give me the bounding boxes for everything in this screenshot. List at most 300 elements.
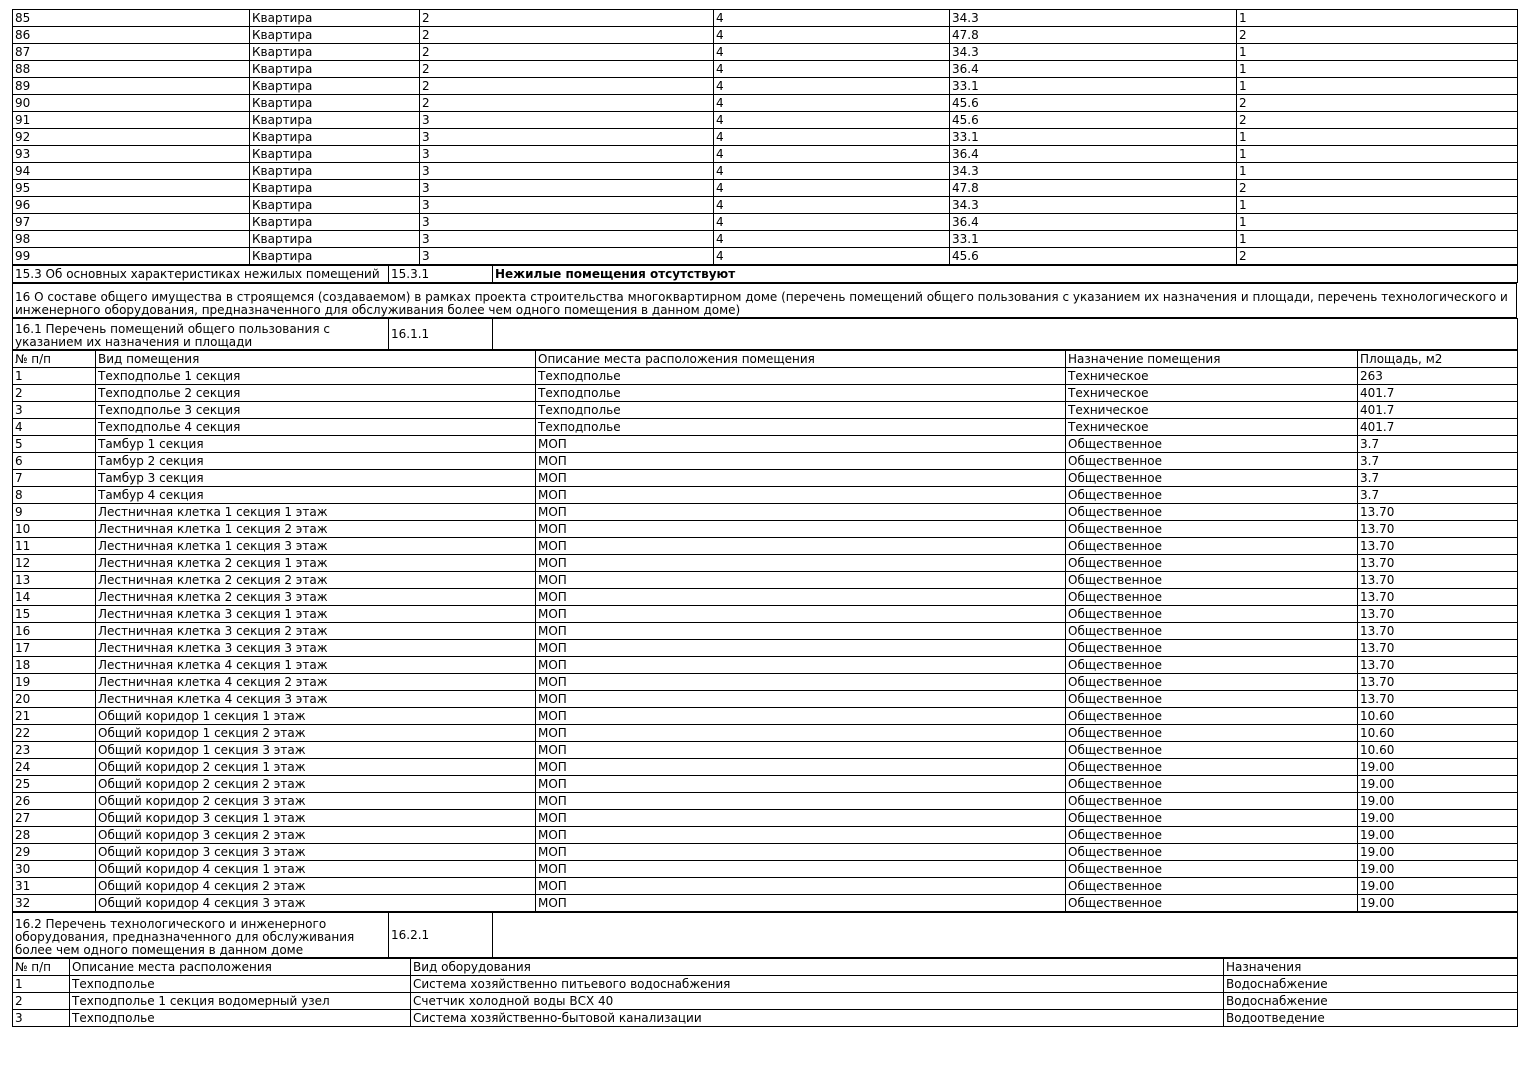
table-cell: 34.3: [950, 163, 1237, 180]
table-cell: Квартира: [250, 248, 420, 265]
table-cell: Общий коридор 2 секция 3 этаж: [96, 793, 536, 810]
column-header: Вид помещения: [96, 351, 536, 368]
table-cell: МОП: [536, 776, 1066, 793]
table-cell: 21: [13, 708, 96, 725]
equipment-row: [13, 976, 1518, 993]
table-cell: 4: [714, 248, 950, 265]
apartment-row: [13, 146, 1518, 163]
table-cell: Квартира: [250, 146, 420, 163]
table-cell: 30: [13, 861, 96, 878]
table-cell: 4: [714, 197, 950, 214]
table-cell: 16: [13, 623, 96, 640]
table-cell: Квартира: [250, 44, 420, 61]
table-cell: 13.70: [1358, 691, 1518, 708]
table-cell: 29: [13, 844, 96, 861]
table-cell: 1: [13, 368, 96, 385]
table-cell: МОП: [536, 759, 1066, 776]
table-cell: 1: [1237, 146, 1518, 163]
column-header: № п/п: [13, 959, 70, 976]
table-cell: Общественное: [1066, 623, 1358, 640]
table-cell: Квартира: [250, 112, 420, 129]
table-cell: 1: [1237, 231, 1518, 248]
table-cell: 2: [420, 44, 714, 61]
table-cell: МОП: [536, 606, 1066, 623]
premises-row: [13, 759, 1518, 776]
premises-row: [13, 674, 1518, 691]
table-cell: 25: [13, 776, 96, 793]
table-cell: Квартира: [250, 10, 420, 27]
table-cell: МОП: [536, 470, 1066, 487]
table-cell: 34.3: [950, 197, 1237, 214]
table-cell: 47.8: [950, 27, 1237, 44]
table-cell: 3.7: [1358, 436, 1518, 453]
column-header: Описание места расположения: [70, 959, 411, 976]
table-cell: МОП: [536, 691, 1066, 708]
table-cell: 263: [1358, 368, 1518, 385]
table-cell: Общий коридор 3 секция 1 этаж: [96, 810, 536, 827]
table-cell: 3: [13, 1010, 70, 1027]
table-cell: Лестничная клетка 2 секция 2 этаж: [96, 572, 536, 589]
table-cell: Техподполье: [536, 402, 1066, 419]
table-cell: 19.00: [1358, 759, 1518, 776]
table-cell: МОП: [536, 827, 1066, 844]
table-cell: Общий коридор 4 секция 3 этаж: [96, 895, 536, 912]
column-header: № п/п: [13, 351, 96, 368]
table-cell: Общественное: [1066, 657, 1358, 674]
apartment-row: [13, 27, 1518, 44]
table-cell: Общий коридор 3 секция 3 этаж: [96, 844, 536, 861]
table-cell: Техподполье: [536, 385, 1066, 402]
table-cell: МОП: [536, 725, 1066, 742]
table-cell: 13.70: [1358, 521, 1518, 538]
table-cell: 8: [13, 487, 96, 504]
table-cell: Общественное: [1066, 776, 1358, 793]
table-cell: 24: [13, 759, 96, 776]
equipment-header-row: [13, 959, 1518, 976]
table-cell: 13.70: [1358, 640, 1518, 657]
table-cell: 34.3: [950, 10, 1237, 27]
table-cell: Тамбур 1 секция: [96, 436, 536, 453]
table-cell: 36.4: [950, 61, 1237, 78]
table-cell: Квартира: [250, 27, 420, 44]
premises-row: [13, 572, 1518, 589]
table-cell: Тамбур 2 секция: [96, 453, 536, 470]
column-header: Описание места расположения помещения: [536, 351, 1066, 368]
apartment-row: [13, 214, 1518, 231]
table-cell: Общественное: [1066, 725, 1358, 742]
table-cell: 4: [714, 146, 950, 163]
section-15-3-code: 15.3.1: [389, 266, 493, 283]
premises-row: [13, 878, 1518, 895]
table-cell: 45.6: [950, 95, 1237, 112]
column-header: Вид оборудования: [411, 959, 1224, 976]
table-cell: Техническое: [1066, 402, 1358, 419]
section-16-2-table: [12, 912, 1518, 958]
table-cell: 3: [420, 248, 714, 265]
table-cell: 3.7: [1358, 487, 1518, 504]
table-cell: Водоснабжение: [1224, 976, 1518, 993]
table-cell: Общественное: [1066, 691, 1358, 708]
table-cell: МОП: [536, 793, 1066, 810]
table-cell: Общественное: [1066, 759, 1358, 776]
table-cell: 45.6: [950, 248, 1237, 265]
table-cell: Общественное: [1066, 895, 1358, 912]
table-cell: 13.70: [1358, 623, 1518, 640]
table-cell: Тамбур 4 секция: [96, 487, 536, 504]
table-cell: 401.7: [1358, 419, 1518, 436]
table-cell: Тамбур 3 секция: [96, 470, 536, 487]
table-cell: Техподполье: [70, 976, 411, 993]
table-cell: 401.7: [1358, 385, 1518, 402]
table-cell: МОП: [536, 555, 1066, 572]
table-cell: 17: [13, 640, 96, 657]
table-cell: Лестничная клетка 4 секция 1 этаж: [96, 657, 536, 674]
table-cell: 26: [13, 793, 96, 810]
table-cell: 34.3: [950, 44, 1237, 61]
table-cell: 3: [420, 112, 714, 129]
table-cell: Общий коридор 1 секция 3 этаж: [96, 742, 536, 759]
table-cell: МОП: [536, 640, 1066, 657]
premises-row: [13, 606, 1518, 623]
table-cell: 19.00: [1358, 878, 1518, 895]
table-cell: Техподполье 4 секция: [96, 419, 536, 436]
table-cell: 47.8: [950, 180, 1237, 197]
table-cell: Общий коридор 4 секция 2 этаж: [96, 878, 536, 895]
table-cell: 10.60: [1358, 742, 1518, 759]
table-cell: 87: [13, 44, 250, 61]
table-cell: 4: [714, 61, 950, 78]
table-cell: 1: [1237, 61, 1518, 78]
table-cell: 90: [13, 95, 250, 112]
apartment-row: [13, 197, 1518, 214]
premises-row: [13, 691, 1518, 708]
table-cell: 2: [1237, 180, 1518, 197]
table-cell: 3: [420, 146, 714, 163]
table-cell: 4: [714, 10, 950, 27]
premises-row: [13, 453, 1518, 470]
table-cell: Квартира: [250, 129, 420, 146]
premises-row: [13, 487, 1518, 504]
table-cell: Квартира: [250, 231, 420, 248]
table-cell: Водоснабжение: [1224, 993, 1518, 1010]
table-cell: 19.00: [1358, 844, 1518, 861]
table-cell: 9: [13, 504, 96, 521]
section-16-1-table: [12, 318, 1518, 350]
table-cell: 31: [13, 878, 96, 895]
premises-row: [13, 402, 1518, 419]
table-cell: 401.7: [1358, 402, 1518, 419]
table-cell: 4: [714, 27, 950, 44]
table-cell: 13.70: [1358, 555, 1518, 572]
table-cell: Общественное: [1066, 487, 1358, 504]
table-cell: Общественное: [1066, 844, 1358, 861]
premises-row: [13, 793, 1518, 810]
table-cell: Общий коридор 1 секция 2 этаж: [96, 725, 536, 742]
table-cell: 27: [13, 810, 96, 827]
table-cell: Общественное: [1066, 861, 1358, 878]
premises-row: [13, 640, 1518, 657]
table-cell: 94: [13, 163, 250, 180]
section-15-3-label: 15.3 Об основных характеристиках нежилых помещений: [13, 266, 389, 283]
table-cell: 45.6: [950, 112, 1237, 129]
table-cell: 1: [1237, 163, 1518, 180]
table-cell: МОП: [536, 674, 1066, 691]
premises-row: [13, 657, 1518, 674]
equipment-table: [12, 958, 1518, 1027]
table-cell: МОП: [536, 453, 1066, 470]
table-cell: Квартира: [250, 61, 420, 78]
section-15-3-row: [13, 266, 1518, 283]
table-cell: 13.70: [1358, 538, 1518, 555]
table-cell: Общественное: [1066, 572, 1358, 589]
table-cell: 4: [714, 95, 950, 112]
column-header: Площадь, м2: [1358, 351, 1518, 368]
table-cell: Лестничная клетка 2 секция 1 этаж: [96, 555, 536, 572]
table-cell: 93: [13, 146, 250, 163]
table-cell: 3: [420, 214, 714, 231]
table-cell: Квартира: [250, 197, 420, 214]
table-cell: 13.70: [1358, 572, 1518, 589]
table-cell: Общий коридор 3 секция 2 этаж: [96, 827, 536, 844]
apartment-row: [13, 61, 1518, 78]
table-cell: Общий коридор 4 секция 1 этаж: [96, 861, 536, 878]
table-cell: Лестничная клетка 3 секция 3 этаж: [96, 640, 536, 657]
apartment-row: [13, 44, 1518, 61]
table-cell: 1: [1237, 10, 1518, 27]
premises-row: [13, 589, 1518, 606]
table-cell: Лестничная клетка 4 секция 2 этаж: [96, 674, 536, 691]
table-cell: Техническое: [1066, 368, 1358, 385]
table-cell: 2: [420, 27, 714, 44]
table-cell: 13.70: [1358, 589, 1518, 606]
apartments-table: [12, 9, 1518, 265]
table-cell: 4: [714, 214, 950, 231]
table-cell: Лестничная клетка 4 секция 3 этаж: [96, 691, 536, 708]
table-cell: 2: [13, 385, 96, 402]
table-cell: Общественное: [1066, 878, 1358, 895]
table-cell: 3: [420, 231, 714, 248]
apartment-row: [13, 10, 1518, 27]
equipment-row: [13, 1010, 1518, 1027]
section-16-2-empty: [493, 913, 1518, 958]
table-cell: МОП: [536, 742, 1066, 759]
table-cell: 19.00: [1358, 895, 1518, 912]
table-cell: 4: [714, 231, 950, 248]
table-cell: Лестничная клетка 3 секция 2 этаж: [96, 623, 536, 640]
column-header: Назначения: [1224, 959, 1518, 976]
table-cell: 91: [13, 112, 250, 129]
table-cell: 2: [1237, 248, 1518, 265]
table-cell: 85: [13, 10, 250, 27]
table-cell: 19: [13, 674, 96, 691]
premises-row: [13, 861, 1518, 878]
table-cell: 2: [1237, 112, 1518, 129]
table-cell: МОП: [536, 538, 1066, 555]
table-cell: 89: [13, 78, 250, 95]
table-cell: 13.70: [1358, 657, 1518, 674]
table-cell: 22: [13, 725, 96, 742]
table-cell: 10.60: [1358, 708, 1518, 725]
section-16-table: [12, 283, 1517, 318]
document-page: [12, 9, 1517, 1027]
table-cell: 4: [13, 419, 96, 436]
table-cell: МОП: [536, 521, 1066, 538]
table-cell: 2: [13, 993, 70, 1010]
table-cell: 3.7: [1358, 453, 1518, 470]
table-cell: 98: [13, 231, 250, 248]
table-cell: 32: [13, 895, 96, 912]
table-cell: Лестничная клетка 2 секция 3 этаж: [96, 589, 536, 606]
table-cell: 19.00: [1358, 793, 1518, 810]
premises-row: [13, 504, 1518, 521]
apartment-row: [13, 248, 1518, 265]
apartment-row: [13, 95, 1518, 112]
table-cell: 4: [714, 180, 950, 197]
table-cell: Счетчик холодной воды ВСХ 40: [411, 993, 1224, 1010]
table-cell: 2: [1237, 27, 1518, 44]
table-cell: МОП: [536, 436, 1066, 453]
premises-row: [13, 521, 1518, 538]
table-cell: 1: [1237, 78, 1518, 95]
table-cell: Общественное: [1066, 606, 1358, 623]
premises-row: [13, 538, 1518, 555]
premises-row: [13, 844, 1518, 861]
section-16-2-label: 16.2 Перечень технологического и инженерного оборудования, предназначенного для обслуживания более чем одного помещения в данном доме: [13, 913, 389, 958]
table-cell: 6: [13, 453, 96, 470]
table-cell: 11: [13, 538, 96, 555]
table-cell: 3: [420, 197, 714, 214]
table-cell: 86: [13, 27, 250, 44]
table-cell: 13.70: [1358, 674, 1518, 691]
table-cell: МОП: [536, 572, 1066, 589]
table-cell: Общественное: [1066, 674, 1358, 691]
table-cell: Общественное: [1066, 538, 1358, 555]
premises-row: [13, 708, 1518, 725]
table-cell: 13: [13, 572, 96, 589]
table-cell: Общественное: [1066, 589, 1358, 606]
table-cell: Общественное: [1066, 827, 1358, 844]
table-cell: 10: [13, 521, 96, 538]
table-cell: 88: [13, 61, 250, 78]
table-cell: 15: [13, 606, 96, 623]
table-cell: 4: [714, 44, 950, 61]
table-cell: Общественное: [1066, 453, 1358, 470]
premises-row: [13, 419, 1518, 436]
table-cell: 3: [13, 402, 96, 419]
premises-row: [13, 827, 1518, 844]
table-cell: 1: [1237, 44, 1518, 61]
premises-row: [13, 385, 1518, 402]
table-cell: 3: [420, 163, 714, 180]
table-cell: Техподполье: [536, 419, 1066, 436]
premises-row: [13, 810, 1518, 827]
table-cell: 33.1: [950, 78, 1237, 95]
section-15-3-value: Нежилые помещения отсутствуют: [493, 266, 1518, 283]
table-cell: Квартира: [250, 214, 420, 231]
section-16-1-label: 16.1 Перечень помещений общего пользования с указанием их назначения и площади: [13, 319, 389, 350]
table-cell: 19.00: [1358, 810, 1518, 827]
table-cell: 4: [714, 129, 950, 146]
table-cell: МОП: [536, 810, 1066, 827]
table-cell: Техподполье: [70, 1010, 411, 1027]
table-cell: 2: [420, 95, 714, 112]
table-cell: Общественное: [1066, 504, 1358, 521]
table-cell: Водоотведение: [1224, 1010, 1518, 1027]
premises-row: [13, 725, 1518, 742]
table-cell: 2: [420, 61, 714, 78]
table-cell: 97: [13, 214, 250, 231]
table-cell: Общий коридор 2 секция 2 этаж: [96, 776, 536, 793]
table-cell: Общественное: [1066, 793, 1358, 810]
table-cell: Квартира: [250, 163, 420, 180]
table-cell: 23: [13, 742, 96, 759]
table-cell: МОП: [536, 657, 1066, 674]
section-16-1-empty: [493, 319, 1518, 350]
table-cell: 1: [13, 976, 70, 993]
apartment-row: [13, 78, 1518, 95]
apartment-row: [13, 129, 1518, 146]
table-cell: 28: [13, 827, 96, 844]
table-cell: 7: [13, 470, 96, 487]
table-cell: Квартира: [250, 78, 420, 95]
table-cell: 3.7: [1358, 470, 1518, 487]
table-cell: МОП: [536, 878, 1066, 895]
section-16-heading: 16 О составе общего имущества в строящемся (создаваемом) в рамках проекта строительства многоквартирном доме (перечень помещений общего пользования с указанием их назначения и площади, перечень технологического и инженерного оборудования, предназначенного для обслуживания более чем одного помещения в данном доме): [13, 284, 1517, 318]
table-cell: Лестничная клетка 3 секция 1 этаж: [96, 606, 536, 623]
table-cell: МОП: [536, 708, 1066, 725]
table-cell: МОП: [536, 487, 1066, 504]
table-cell: Техподполье: [536, 368, 1066, 385]
column-header: Назначение помещения: [1066, 351, 1358, 368]
table-cell: Техподполье 3 секция: [96, 402, 536, 419]
premises-row: [13, 895, 1518, 912]
table-cell: Общественное: [1066, 742, 1358, 759]
table-cell: МОП: [536, 589, 1066, 606]
table-cell: Техподполье 2 секция: [96, 385, 536, 402]
table-cell: 95: [13, 180, 250, 197]
table-cell: Общественное: [1066, 436, 1358, 453]
section-16-1-code: 16.1.1: [389, 319, 493, 350]
section-15-3-table: [12, 265, 1518, 283]
premises-row: [13, 368, 1518, 385]
premises-row: [13, 555, 1518, 572]
table-cell: Общественное: [1066, 470, 1358, 487]
premises-row: [13, 623, 1518, 640]
table-cell: 4: [714, 78, 950, 95]
table-cell: МОП: [536, 895, 1066, 912]
table-cell: Система хозяйственно питьевого водоснабжения: [411, 976, 1224, 993]
table-cell: Лестничная клетка 1 секция 1 этаж: [96, 504, 536, 521]
table-cell: 36.4: [950, 214, 1237, 231]
table-cell: Общественное: [1066, 708, 1358, 725]
table-cell: Общий коридор 2 секция 1 этаж: [96, 759, 536, 776]
table-cell: МОП: [536, 861, 1066, 878]
common-premises-header-row: [13, 351, 1518, 368]
table-cell: 99: [13, 248, 250, 265]
table-cell: Общественное: [1066, 810, 1358, 827]
table-cell: 14: [13, 589, 96, 606]
table-cell: 20: [13, 691, 96, 708]
table-cell: 96: [13, 197, 250, 214]
apartment-row: [13, 231, 1518, 248]
table-cell: 4: [714, 112, 950, 129]
table-cell: 1: [1237, 129, 1518, 146]
table-cell: 2: [1237, 95, 1518, 112]
table-cell: Лестничная клетка 1 секция 3 этаж: [96, 538, 536, 555]
table-cell: 19.00: [1358, 861, 1518, 878]
table-cell: 13.70: [1358, 504, 1518, 521]
premises-row: [13, 776, 1518, 793]
